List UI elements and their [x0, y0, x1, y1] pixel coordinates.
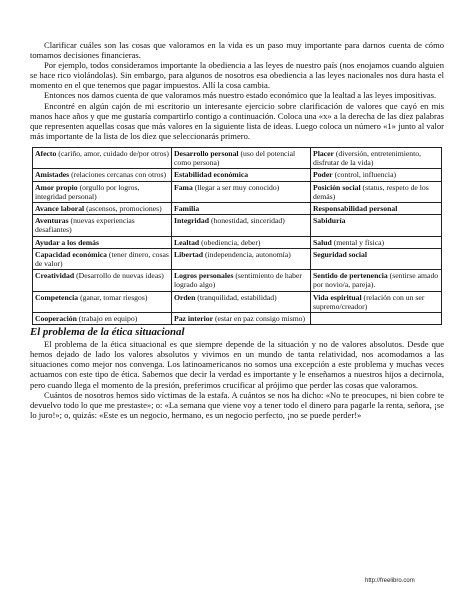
- value-term: Avance laboral: [35, 203, 85, 213]
- value-term: Paz interior: [174, 313, 214, 323]
- value-cell: [33, 270, 172, 291]
- value-description: (mental y física): [331, 237, 385, 247]
- value-term: Familia: [174, 203, 200, 213]
- value-description: (ascensos, promociones): [84, 203, 162, 213]
- value-cell: [172, 248, 311, 269]
- value-cell: [33, 312, 172, 324]
- value-cell: [172, 181, 311, 202]
- section-heading: El problema de la ética situacional: [30, 326, 185, 339]
- table-row: [33, 291, 442, 312]
- value-term: Cooperación: [35, 313, 77, 323]
- value-cell: [172, 291, 311, 312]
- value-description: (tranquilidad, estabilidad): [195, 292, 277, 302]
- value-description: (trabajo en equipo): [76, 313, 138, 323]
- value-cell: [311, 270, 442, 291]
- value-cell: [311, 291, 442, 312]
- value-description: (orgullo por logros, integridad personal): [35, 182, 140, 201]
- value-description: (honestidad, sinceridad): [209, 216, 285, 226]
- value-description: (obediencia, deber): [199, 237, 261, 247]
- value-cell: [33, 169, 172, 181]
- value-term: Ayudar a los demás: [35, 237, 99, 247]
- table-row: [33, 147, 442, 168]
- footer-url: http://freelibro.com: [365, 578, 415, 584]
- value-description: (ganar, tomar riesgos): [78, 292, 148, 302]
- paragraph: Cuántos de nosotros hemos sido víctimas de la estafa. A cuántos se nos ha dicho: «No te preocupes, ni bien cobre te devuelvo todo lo que me prestaste»; o: «La semana que viene voy a tener todo el dinero para pagarle la renta, señora, ¡se lo juro!»; o, quizás: «Este es un negocio, hermano, es un negocio perfecto, ¡no se puede perder!»: [30, 389, 444, 420]
- value-term: Seguridad social: [313, 249, 368, 259]
- value-cell: [172, 147, 311, 168]
- value-term: Libertad: [174, 249, 204, 259]
- value-cell: [311, 202, 442, 214]
- value-description: (uso del potencial como persona): [174, 148, 296, 168]
- paragraph: El problema de la ética situacional es que siempre depende de la situación y no de valores absolutos. Desde que hemos dejado de lado los valores absolutos y vivimos en un mundo de tanta relatividad, nos acomodamos a las situaciones como mejor nos convenga. Los latinoamericanos no somos una excepción a este problema y muchas veces actuamos con este tipo de ética. Sabemos que decir la verdad es importante y le enseñamos a nuestros hijos a decirnola, pero cuando llega el momento de la presión, preferimos crucificar al prójimo que perder las cosas que valoramos.: [30, 339, 444, 390]
- value-term: Afecto: [35, 148, 57, 158]
- value-term: Sentido de pertenencia: [313, 271, 388, 281]
- value-cell: [311, 169, 442, 181]
- value-description: (relaciones cercanas con otros): [69, 170, 167, 180]
- value-term: Logros personales: [174, 271, 234, 281]
- value-term: Amistades: [35, 170, 70, 180]
- value-term: Creatividad: [35, 271, 75, 281]
- value-description: (independencia, autonomía): [203, 249, 291, 259]
- value-description: (diversión, entretenimiento, disfrutar de la vida): [313, 148, 422, 168]
- value-term: Responsabilidad personal: [313, 203, 398, 213]
- value-term: Capacidad económica: [35, 249, 107, 259]
- value-term: Amor propio: [35, 182, 78, 192]
- value-description: (sentimiento de haber logrado algo): [174, 271, 302, 290]
- value-cell: [311, 312, 442, 324]
- values-table: [32, 147, 442, 325]
- value-term: Competencia: [35, 292, 79, 302]
- table-row: [33, 312, 442, 324]
- value-description: (status, respeto de los demás): [313, 182, 429, 201]
- table-row: [33, 248, 442, 269]
- value-term: Orden: [174, 292, 196, 302]
- value-term: Desarrollo personal: [174, 148, 239, 158]
- value-description: (Desarrollo de nuevas ideas): [74, 271, 164, 281]
- value-term: Lealtad: [174, 237, 200, 247]
- value-description: (tener dinero, cosas de valor): [35, 249, 169, 268]
- table-row: [33, 202, 442, 214]
- value-description: (sentirse amado por novio/a, pareja).: [313, 271, 439, 290]
- table-row: [33, 215, 442, 236]
- value-cell: [33, 181, 172, 202]
- value-cell: [172, 312, 311, 324]
- value-description: (nuevas experiencias desafiantes): [35, 216, 135, 235]
- ethics-section: [30, 339, 444, 420]
- value-cell: [311, 147, 442, 168]
- table-row: [33, 236, 442, 248]
- value-cell: [172, 169, 311, 181]
- value-cell: [33, 236, 172, 248]
- value-term: Estabilidad económica: [174, 170, 249, 180]
- value-term: Vida espiritual: [313, 292, 362, 302]
- table-row: [33, 169, 442, 181]
- value-term: Placer: [313, 148, 334, 158]
- value-term: Sabiduría: [313, 216, 346, 226]
- value-term: Fama: [174, 182, 193, 192]
- value-term: Poder: [313, 170, 333, 180]
- value-cell: [311, 215, 442, 236]
- value-cell: [172, 215, 311, 236]
- paragraph: Entonces nos damos cuenta de que valoramos más nuestro estado económico que la lealtad a las leyes impositivas.: [44, 90, 437, 101]
- value-cell: [311, 181, 442, 202]
- document-page: [30, 40, 444, 420]
- value-cell: [311, 236, 442, 248]
- value-cell: [33, 147, 172, 168]
- value-description: (control, influencia): [332, 170, 397, 180]
- value-cell: [33, 202, 172, 214]
- value-cell: [172, 236, 311, 248]
- value-cell: [33, 248, 172, 269]
- paragraph: Encontré en algún cajón de mi escritorio un interesante ejercicio sobre clarificación de valores que cayó en mis manos hace años y que me gustaría compartirlo contigo a continuación. Coloca una «x» a la derecha de las diez palabras que representen aquellas cosas que más valores en la siguiente lista de ideas. Luego coloca un número «1» junto al valor más importante de la lista de los diez que seleccionarás primero.: [30, 100, 444, 141]
- value-cell: [172, 202, 311, 214]
- table-row: [33, 270, 442, 291]
- value-cell: [33, 215, 172, 236]
- paragraph: Clarificar cuáles son las cosas que valoramos en la vida es un paso muy importante para darnos cuenta de cómo tomamos decisiones financieras.: [30, 40, 444, 61]
- paragraph: Por ejemplo, todos consideramos importante la obediencia a las leyes de nuestro país (nos enojamos cuando alguien se hace rico violándolas). Sin embargo, para algunos de nosotros esa obediencia a las leyes nacionales nos dura hasta el momento en el que tenemos que pagar impuestos. Allí la cosa cambia.: [30, 60, 444, 91]
- value-description: (llegar a ser muy conocido): [192, 182, 280, 192]
- value-term: Salud: [313, 237, 332, 247]
- value-cell: [33, 291, 172, 312]
- value-description: (relación con un ser supremo/creador): [313, 292, 425, 311]
- value-term: Posición social: [313, 182, 361, 192]
- value-description: (cariño, amor, cuidado de/por otros): [56, 148, 169, 158]
- value-term: Integridad: [174, 216, 210, 226]
- value-term: Aventuras: [35, 216, 69, 226]
- table-row: [33, 181, 442, 202]
- intro-section: [30, 40, 444, 141]
- value-description: (estar en paz consigo mismo): [213, 313, 306, 323]
- value-cell: [172, 270, 311, 291]
- value-cell: [311, 248, 442, 269]
